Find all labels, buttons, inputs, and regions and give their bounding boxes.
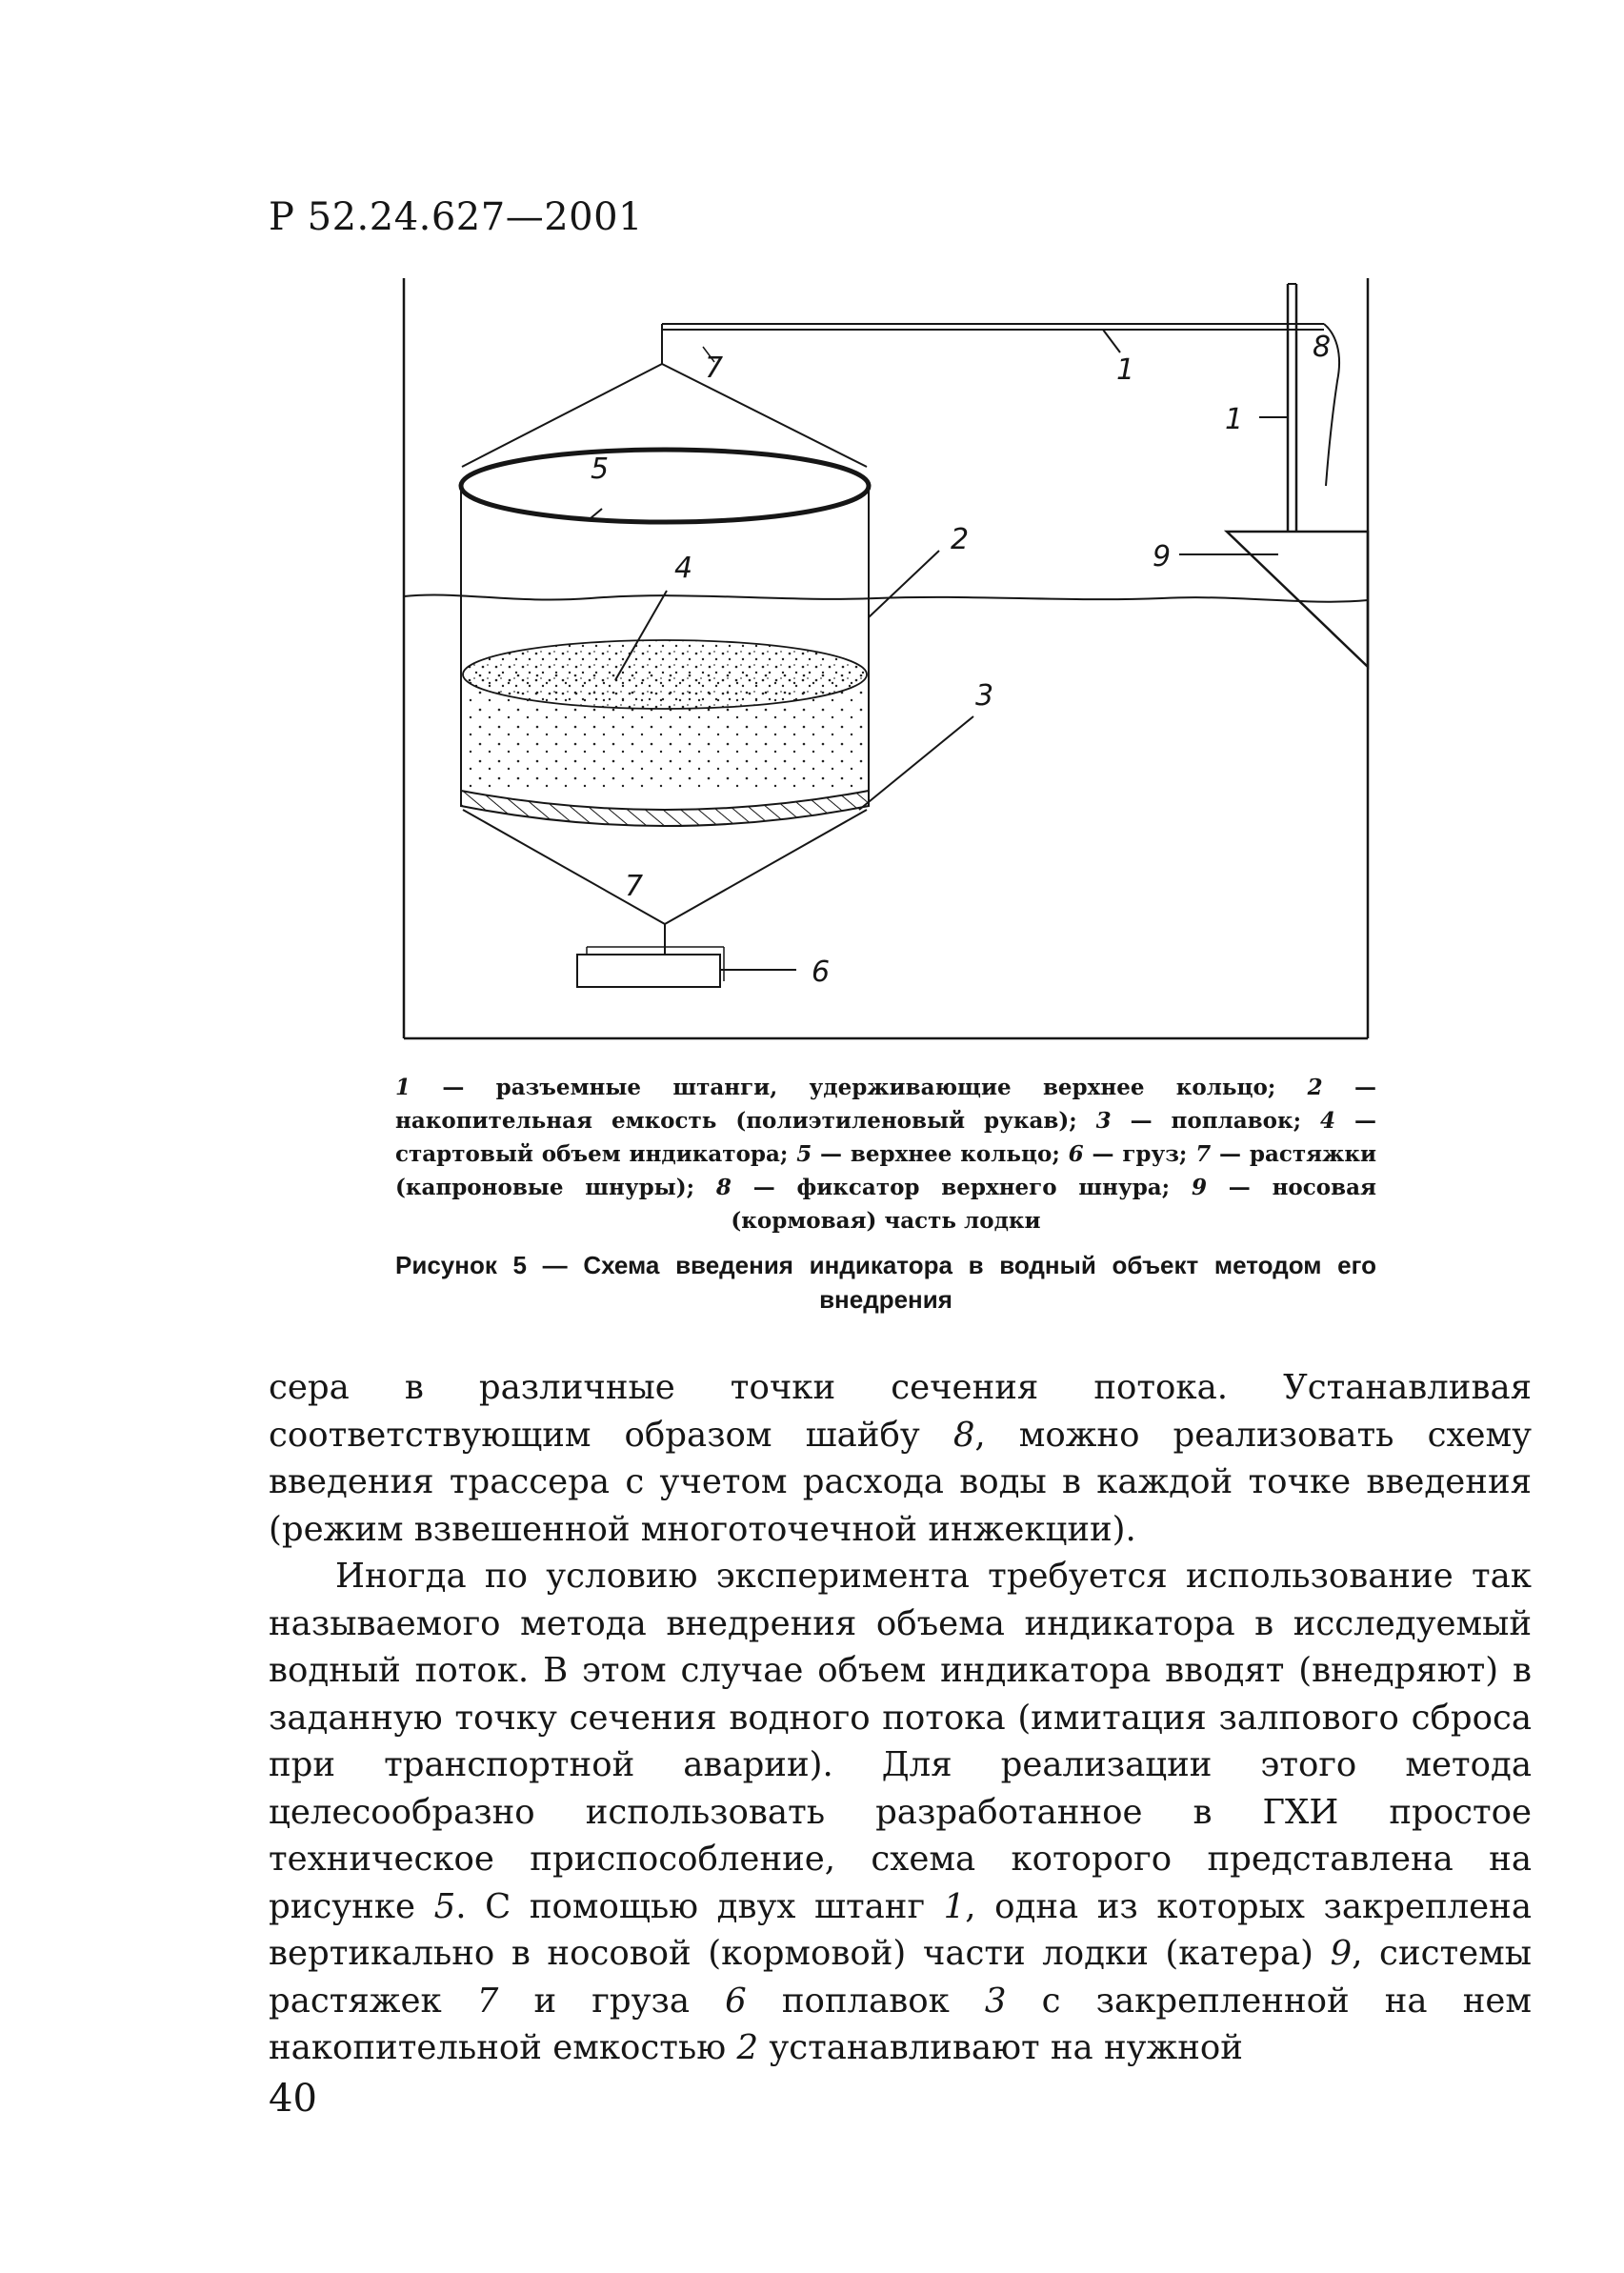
legend-num: 5: [796, 1141, 812, 1167]
ref-number: 9: [1330, 1934, 1353, 1973]
text-run: . С помощью двух штанг: [455, 1886, 944, 1926]
upper-ring: [461, 450, 869, 522]
label-9: 9: [1153, 540, 1172, 573]
horizontal-rod: [662, 324, 1324, 364]
legend-text: — фиксатор верхнего шнура;: [731, 1175, 1192, 1200]
legend-num: 2: [1307, 1075, 1323, 1100]
label-6: 6: [812, 955, 831, 989]
weight: [577, 947, 796, 987]
body-text: [269, 1364, 1532, 2072]
ref-number: 5: [433, 1886, 456, 1926]
legend-text: — верхнее кольцо;: [812, 1141, 1069, 1167]
ref-number: 3: [984, 1981, 1007, 2021]
legend-num: 4: [1320, 1108, 1336, 1134]
text-run: Иногда по условию эксперимента требуется использование так называемого метода внедрения объема индикатора в исследуемый водный поток. В этом случае объем индикатора вводят (внедряют) в заданную точку сечения водного потока (имитация залпового сброса при транспортной аварии). Для реализации этого метода целесообразно использовать разработанное в ГХИ простое техническое приспособление, схема которого представлена на рисунке: [269, 1557, 1532, 1926]
figure-caption: Рисунок 5 — Схема введения индикатора в водный объект методом его внедрения: [395, 1251, 1376, 1314]
legend-num: 8: [715, 1175, 732, 1200]
ref-number: 7: [476, 1981, 499, 2021]
indicator-volume: [463, 640, 867, 793]
text-run: , системы растяжек: [269, 1934, 1532, 2021]
text-run: и груза: [498, 1981, 726, 2021]
label-4: 4: [674, 552, 693, 585]
legend-text: — поплавок;: [1111, 1108, 1321, 1134]
text-run: , можно реализовать схему введения трассера с учетом расхода воды в каждой точке введения (режим взвешенной многоточечной инжекции).: [269, 1415, 1532, 1549]
legend-num: 9: [1191, 1175, 1207, 1200]
text-run: сера в различные точки сечения потока. Устанавливая соответствующим образом шайбу: [269, 1368, 1532, 1455]
legend-text: — стартовый объем индикатора;: [395, 1108, 1376, 1167]
figure-legend: [395, 1071, 1376, 1237]
ref-number: 6: [725, 1981, 747, 2021]
legend-text: — накопительная емкость (полиэтиленовый рукав);: [395, 1075, 1376, 1134]
lower-bracing-lines: [463, 810, 867, 955]
label-3: 3: [975, 679, 994, 713]
ref-number: 1: [943, 1886, 966, 1926]
figure-5-diagram: [400, 276, 1372, 1057]
legend-text: — носовая (кормовая) часть лодки: [731, 1175, 1376, 1234]
legend-num: 1: [395, 1075, 411, 1100]
paragraph-1: [269, 1364, 1532, 1553]
document-standard-code: Р 52.24.627—2001: [269, 195, 643, 239]
label-7-top: 7: [705, 352, 724, 385]
label-7-bottom: 7: [625, 870, 644, 903]
text-run: , одна из которых закреплена вертикально в носовой (кормовой) части лодки (катера): [269, 1886, 1533, 1973]
legend-num: 6: [1068, 1141, 1084, 1167]
text-run: поплавок: [746, 1981, 985, 2021]
text-run: с закрепленной на нем накопительной емкостью: [269, 1981, 1532, 2067]
page-number: 40: [269, 2077, 317, 2121]
text-run: устанавливают на нужной: [758, 2028, 1243, 2067]
label-2: 2: [951, 523, 970, 556]
label-8: 8: [1313, 331, 1332, 364]
ref-number: 8: [952, 1415, 975, 1455]
vertical-rod: [1288, 284, 1296, 532]
label-1-side: 1: [1225, 403, 1244, 436]
legend-num: 7: [1195, 1141, 1212, 1167]
ref-number: 2: [736, 2028, 759, 2067]
legend-text: — груз;: [1083, 1141, 1196, 1167]
legend-num: 3: [1095, 1108, 1112, 1134]
paragraph-2: [269, 1553, 1532, 2072]
legend-text: — растяжки (капроновые шнуры);: [395, 1141, 1377, 1200]
label-5: 5: [591, 453, 610, 486]
label-1-top: 1: [1116, 353, 1135, 387]
legend-text: — разъемные штанги, удерживающие верхнее кольцо;: [411, 1075, 1308, 1100]
float: [461, 791, 869, 826]
